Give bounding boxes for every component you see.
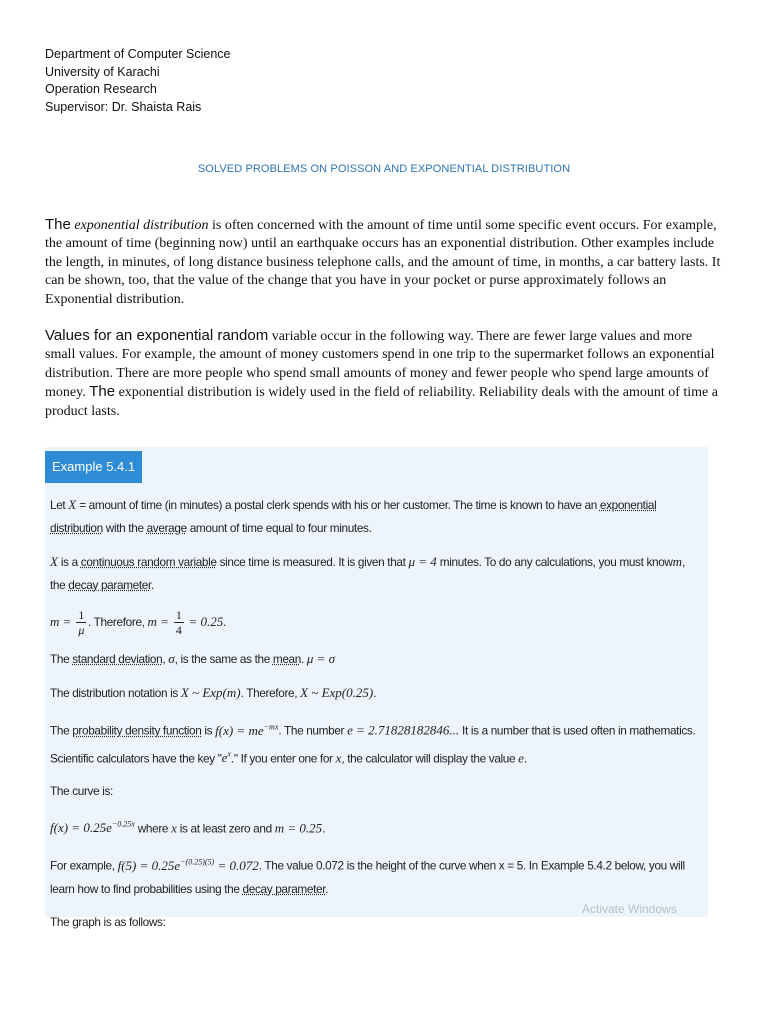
- glossary-link-exponential-distribution[interactable]: exponential distribution: [50, 498, 657, 535]
- math-e-value: e = 2.71828182846...: [347, 722, 460, 738]
- math-base: f(x) = 0.25e: [50, 820, 112, 836]
- text: ." If you enter one for: [230, 751, 333, 766]
- example-body: [50, 493, 700, 944]
- text: . The value 0.072 is the height of the curve when x = 5. In Example 5.4.2 below, you will learn how to find probabilities using the: [50, 858, 685, 896]
- text: .: [373, 686, 377, 701]
- math-exponent: x: [227, 749, 231, 759]
- math-base: e: [221, 750, 228, 766]
- math-e: e: [518, 750, 524, 766]
- text: For example,: [50, 858, 115, 873]
- math-m: m: [672, 554, 682, 569]
- text: The: [50, 652, 70, 667]
- fraction-numerator: 1: [175, 608, 182, 623]
- example-line-3: [50, 607, 700, 637]
- header-course: Operation Research: [45, 82, 157, 96]
- text: It is a number that is used often in mathematics. Scientific calculators have the key ": [50, 723, 696, 766]
- math-pdf: [215, 723, 278, 738]
- header-supervisor: Supervisor: Dr. Shaista Rais: [45, 99, 202, 114]
- math-ex: [222, 750, 231, 765]
- text: .: [150, 578, 154, 592]
- paragraph-lead-2: The: [89, 383, 116, 401]
- fraction-denominator: μ: [78, 623, 85, 638]
- glossary-link-average[interactable]: average: [146, 521, 187, 535]
- math-base: f(x) = me: [215, 722, 264, 738]
- math-x: x: [171, 820, 177, 836]
- text: The: [50, 723, 70, 738]
- glossary-link-mean[interactable]: mean: [272, 652, 301, 667]
- math-f5: [118, 858, 259, 873]
- paragraph-intro: [45, 216, 725, 309]
- paragraph-text: is often concerned with the amount of time until some specific event occurs. For example, the amount of time (beginning now) until an earthquake occurs has an exponential distribution. Other examples include the length, in minutes, of long distance business telephone calls, and the amount of time, in months, a car battery lasts. It can be shown, too, that the value of the change that you have in your pocket or purse approximately follows an Exponential distribution.: [45, 218, 721, 307]
- text: . Therefore,: [240, 686, 298, 701]
- text: , the: [50, 555, 685, 592]
- math-exponent: −0.25x: [111, 820, 135, 830]
- example-line-10: The graph is as follows:: [50, 914, 166, 929]
- fraction-numerator: 1: [78, 608, 85, 623]
- example-line-5: [50, 681, 700, 705]
- text: . Therefore,: [88, 615, 145, 629]
- math-exponent: −mx: [263, 722, 279, 732]
- paragraph-text: variable occur in the following way. There are fewer large values and more small values. For example, the amount of money customers spend in one trip to the supermarket follows an exponential distribution. There are more people who spend small amounts of money and fewer people who spend large amounts of money.: [45, 329, 715, 401]
- example-line-4: [50, 647, 700, 671]
- text: .: [322, 821, 326, 836]
- math-m: m =: [147, 614, 169, 629]
- math-base: f(5) = 0.25e: [117, 857, 181, 873]
- math-sigma: σ: [168, 651, 175, 667]
- term-exponential-distribution: exponential distribution: [74, 218, 209, 233]
- text: , is the same as the: [174, 652, 270, 667]
- math-mu: μ = 4: [408, 554, 437, 569]
- example-label: Example 5.4.1: [45, 451, 142, 483]
- text: = amount of time (in minutes) a postal clerk spends with his or her customer. The time is known to have an: [79, 498, 597, 512]
- text: is at least zero and: [179, 821, 272, 836]
- text: ,: [162, 652, 166, 667]
- math-x: x: [335, 750, 342, 766]
- glossary-link-probability-density-function[interactable]: probability density function: [72, 723, 202, 738]
- text: Let: [50, 498, 66, 512]
- text: .: [325, 881, 329, 896]
- example-line-1: [50, 493, 700, 540]
- math-x: X: [50, 554, 58, 569]
- text: minutes. To do any calculations, you must know: [439, 555, 673, 569]
- header-university: University of Karachi: [45, 64, 160, 79]
- text: with the: [105, 521, 144, 535]
- document-title: SOLVED PROBLEMS ON POISSON AND EXPONENTIAL DISTRIBUTION: [197, 163, 571, 175]
- math-notation: X ~ Exp(0.25): [300, 685, 374, 701]
- example-line-8: [50, 813, 700, 840]
- text: The distribution notation is: [50, 686, 178, 701]
- paragraph-values: [45, 327, 725, 421]
- text: is: [204, 723, 213, 738]
- math-exponent: −(0.25)(5): [180, 857, 215, 867]
- math-result: = 0.072: [217, 857, 259, 873]
- paragraph-text-2: exponential distribution is widely used in the field of reliability. Reliability deals with the amount of time a product lasts.: [45, 385, 718, 419]
- math-m: m = 0.25: [274, 820, 323, 836]
- example-line-6: [50, 715, 700, 770]
- fraction-one-over-four: [174, 608, 184, 637]
- text: where: [137, 821, 169, 836]
- paragraph-lead: Values for an exponential random: [45, 327, 269, 344]
- activate-windows-watermark: Activate Windows: [582, 902, 677, 916]
- glossary-link-decay-parameter[interactable]: decay parameter: [68, 578, 151, 592]
- glossary-link-continuous-random-variable[interactable]: continuous random variable: [80, 555, 217, 569]
- glossary-link-standard-deviation[interactable]: standard deviation: [72, 652, 163, 667]
- text: since time is measured. It is given that: [219, 555, 406, 569]
- paragraph-lead: The: [45, 216, 71, 233]
- glossary-link-decay-parameter[interactable]: decay parameter: [242, 881, 326, 896]
- math-equation: μ = σ: [306, 651, 336, 667]
- example-box: [45, 447, 708, 929]
- text: , the calculator will display the value: [341, 751, 516, 766]
- document-header: [45, 46, 231, 116]
- text: . The number: [278, 723, 345, 738]
- example-line-2: [50, 550, 700, 597]
- math-result: = 0.25.: [188, 614, 227, 629]
- header-department: Department of Computer Science: [45, 47, 231, 61]
- math-curve: [50, 820, 135, 835]
- fraction-one-over-mu: [76, 608, 86, 637]
- example-line-7: The curve is:: [50, 784, 113, 799]
- text: .: [300, 652, 304, 667]
- math-x: X: [68, 497, 77, 512]
- fraction-denominator: 4: [175, 623, 182, 638]
- text: .: [523, 751, 527, 766]
- math-m: m =: [50, 614, 72, 629]
- math-notation: X ~ Exp(m): [180, 685, 241, 701]
- text: is a: [60, 555, 78, 569]
- example-line-9: [50, 850, 700, 900]
- text: amount of time equal to four minutes.: [189, 521, 372, 535]
